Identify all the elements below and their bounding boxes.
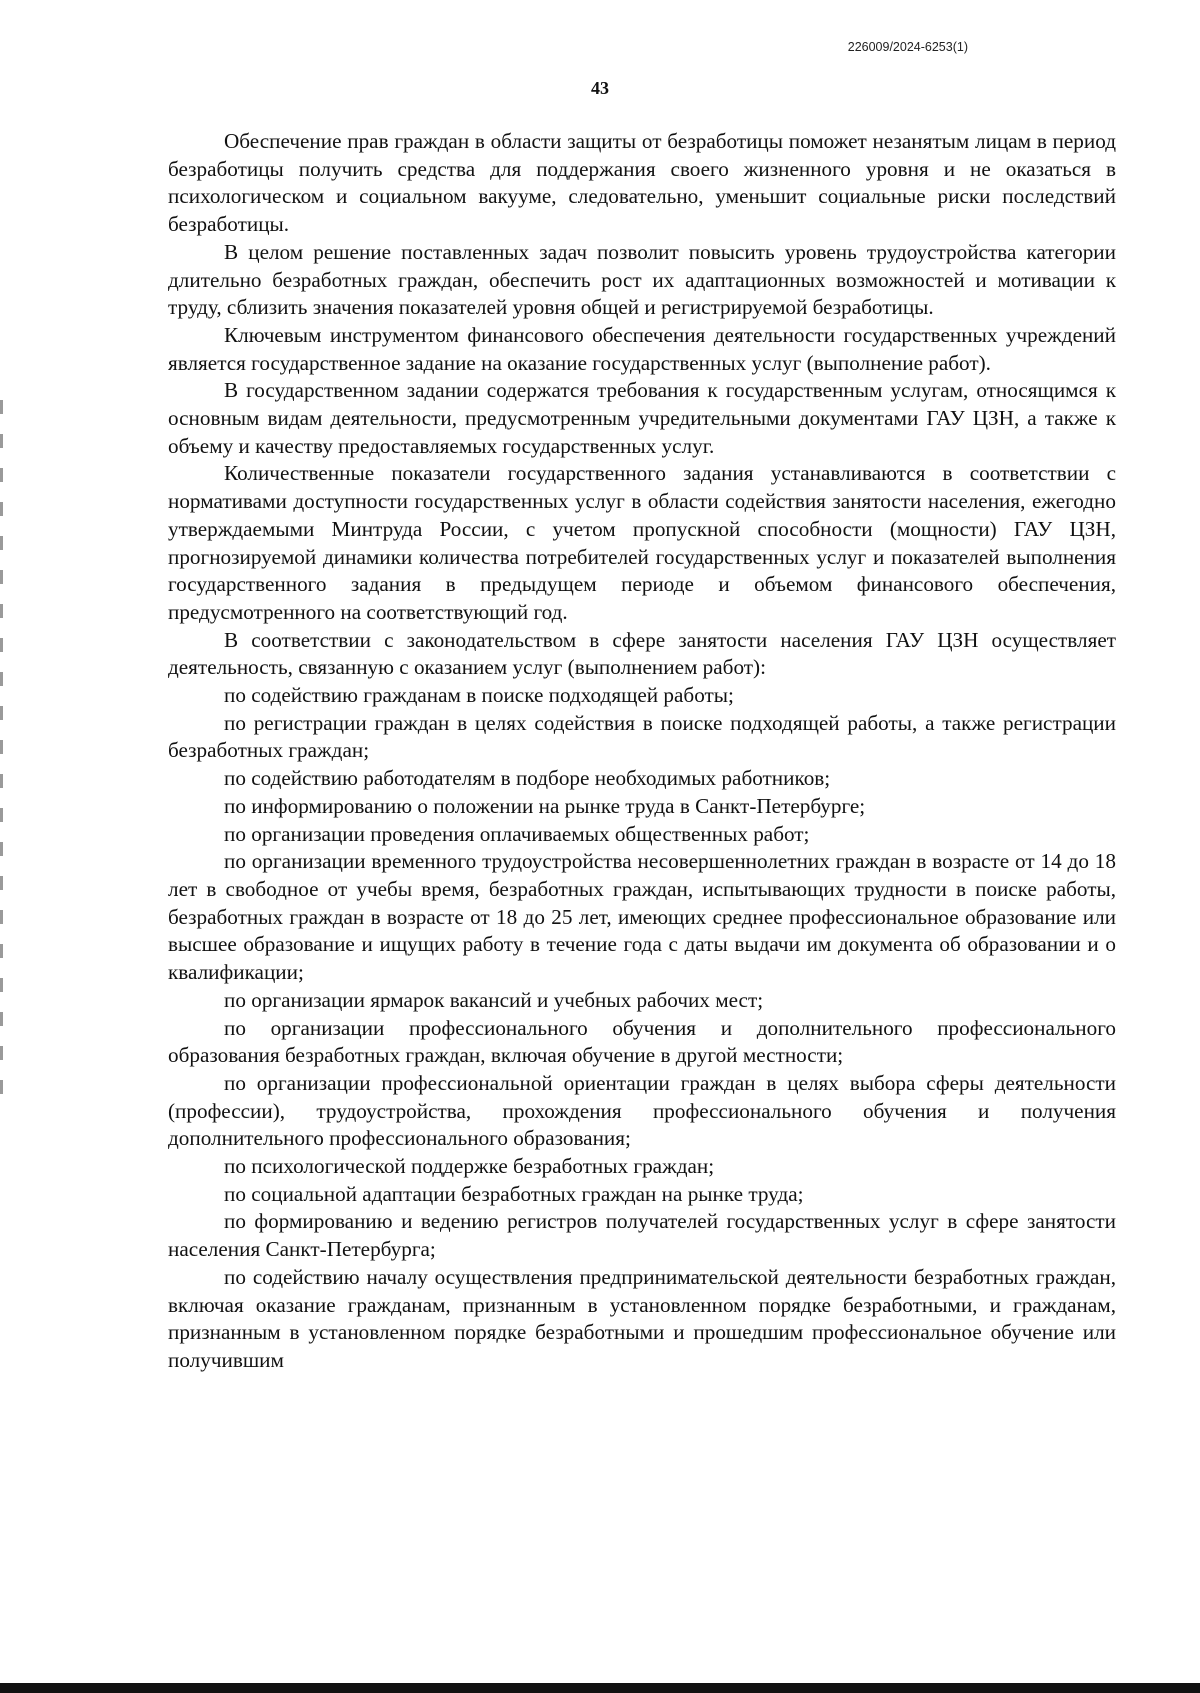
paragraph: В соответствии с законодательством в сфере занятости населения ГАУ ЦЗН осуществляет деятельность, связанную с оказанием услуг (выполнением работ): xyxy=(168,627,1116,680)
paragraph: Количественные показатели государственного задания устанавливаются в соответствии с нормативами доступности государственных услуг в области содействия занятости населения, ежегодно утверждаемыми Минтруда России, с учетом пропускной способности (мощности) ГАУ ЦЗН, прогнозируемой динамики количества потребителей государственных услуг и показателей выполнения государственного задания в предыдущем периоде и объемом финансового обеспечения, предусмотренного на соответствующий год. xyxy=(168,461,1116,624)
list-item: по организации профессионального обучения и дополнительного профессионального образования безработных граждан, включая обучение в другой местности; xyxy=(168,1015,1116,1068)
paragraph: В целом решение поставленных задач позволит повысить уровень трудоустройства категории длительно безработных граждан, обеспечить рост их адаптационных возможностей и мотивации к труду, сблизить значения показателей уровня общей и регистрируемой безработицы. xyxy=(168,239,1116,320)
list-item: по организации ярмарок вакансий и учебных рабочих мест; xyxy=(224,987,764,1012)
page-number: 43 xyxy=(591,78,609,98)
binding-edge-marks xyxy=(0,400,3,1100)
list-item: по организации проведения оплачиваемых общественных работ; xyxy=(224,821,810,846)
list-item: по содействию гражданам в поиске подходящей работы; xyxy=(224,683,734,708)
document-body xyxy=(168,128,1116,1375)
list-item: по содействию работодателям в подборе необходимых работников; xyxy=(224,766,831,791)
list-item: по содействию началу осуществления предпринимательской деятельности безработных граждан, включая оказание гражданам, признанным в установленном порядке безработными, и гражданам, признанным в установленном порядке безработными и прошедшим профессиональное обучение или получившим xyxy=(168,1264,1116,1372)
list-item: по организации временного трудоустройства несовершеннолетних граждан в возрасте от 14 до 18 лет в свободное от учебы время, безработных граждан, испытывающих трудности в поиске работы, безработных граждан в возрасте от 18 до 25 лет, имеющих среднее профессиональное образование или высшее образование и ищущих работу в течение года с даты выдачи им документа об образовании и о квалификации; xyxy=(168,849,1116,985)
scan-bottom-edge xyxy=(0,1683,1200,1693)
list-item: по информированию о положении на рынке труда в Санкт-Петербурге; xyxy=(224,793,866,818)
list-item: по социальной адаптации безработных граждан на рынке труда; xyxy=(224,1181,804,1206)
list-item: по организации профессиональной ориентации граждан в целях выбора сферы деятельности (профессии), трудоустройства, прохождения профессионального обучения и получения дополнительного профессионального образования; xyxy=(168,1070,1116,1151)
document-number: 226009/2024-6253(1) xyxy=(847,40,968,54)
list-item: по регистрации граждан в целях содействия в поиске подходящей работы, а также регистрации безработных граждан; xyxy=(168,710,1116,763)
paragraph: Ключевым инструментом финансового обеспечения деятельности государственных учреждений является государственное задание на оказание государственных услуг (выполнение работ). xyxy=(168,322,1116,375)
list-item: по психологической поддержке безработных граждан; xyxy=(224,1154,715,1179)
paragraph: В государственном задании содержатся требования к государственным услугам, относящимся к основным видам деятельности, предусмотренным учредительными документами ГАУ ЦЗН, а также к объему и качеству предоставляемых государственных услуг. xyxy=(168,378,1116,458)
list-item: по формированию и ведению регистров получателей государственных услуг в сфере занятости населения Санкт-Петербурга; xyxy=(168,1209,1116,1262)
paragraph: Обеспечение прав граждан в области защиты от безработицы поможет незанятым лицам в период безработицы получить средства для поддержания своего жизненного уровня и не оказаться в психологическом и социальном вакууме, следовательно, уменьшит социальные риски последствий безработицы. xyxy=(168,129,1116,237)
